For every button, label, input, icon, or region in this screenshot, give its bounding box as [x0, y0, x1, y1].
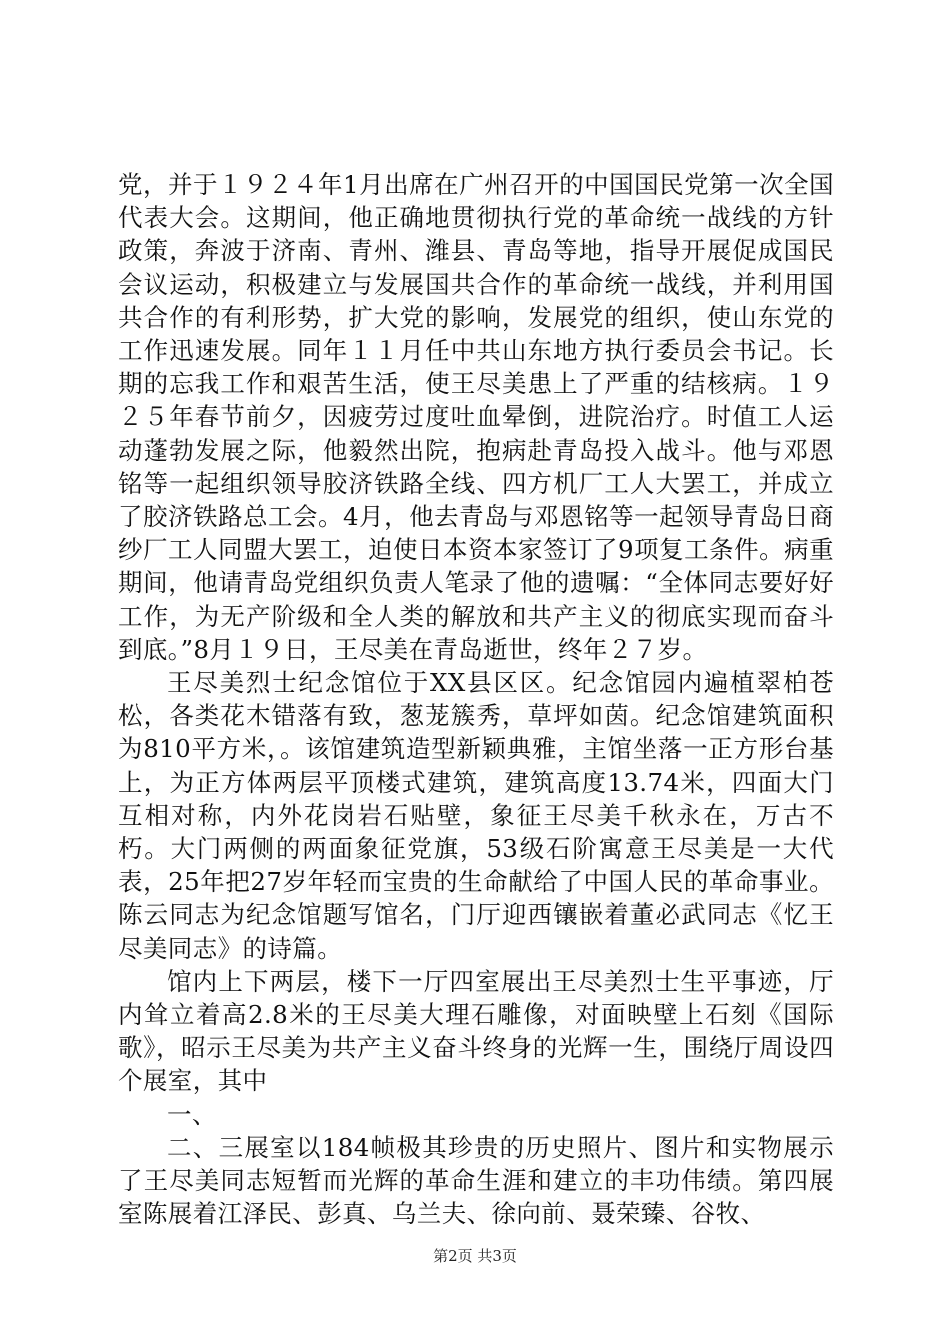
paragraph-5: 二、三展室以184帧极其珍贵的历史照片、图片和实物展示了王尽美同志短暂而光辉的革命生涯和建立的丰功伟绩。第四展室陈展着江泽民、彭真、乌兰夫、徐向前、聂荣臻、谷牧、 — [118, 1132, 834, 1229]
paragraph-1: 党，并于１９２４年1月出席在广州召开的中国国民党第一次全国代表大会。这期间，他正确地贯彻执行党的革命统一战线的方针政策，奔波于济南、青州、潍县、青岛等地，指导开展促成国民会议运动，积极建立与发展国共合作的革命统一战线，并利用国共合作的有利形势，扩大党的影响，发展党的组织，使山东党的工作迅速发展。同年１１月任中共山东地方执行委员会书记。长期的忘我工作和艰苦生活，使王尽美患上了严重的结核病。１９２５年春节前夕，因疲劳过度吐血晕倒，进院治疗。时值工人运动蓬勃发展之际，他毅然出院，抱病赴青岛投入战斗。他与邓恩铭等一起组织领导胶济铁路全线、四方机厂工人大罢工，并成立了胶济铁路总工会。4月，他去青岛与邓恩铭等一起领导青岛日商纱厂工人同盟大罢工，迫使日本资本家签订了9项复工条件。病重期间，他请青岛党组织负责人笔录了他的遗嘱：“全体同志要好好工作，为无产阶级和全人类的解放和共产主义的彻底实现而奋斗到底。”8月１９日，王尽美在青岛逝世，终年２７岁。 — [118, 170, 834, 664]
page-number-footer: 第2页 共3页 — [433, 1247, 517, 1265]
paragraph-3: 馆内上下两层，楼下一厅四室展出王尽美烈士生平事迹，厅内耸立着高2.8米的王尽美大理石雕像，对面映壁上石刻《国际歌》，昭示王尽美为共产主义奋斗终身的光辉一生，围绕厅周设四个展室，其中 — [118, 966, 834, 1096]
paragraph-2: 王尽美烈士纪念馆位于XX县区区。纪念馆园内遍植翠柏苍松，各类花木错落有致，葱茏簇秀，草坪如茵。纪念馆建筑面积为810平方米，。该馆建筑造型新颖典雅，主馆坐落一正方形台基上，为正方体两层平顶楼式建筑，建筑高度13.74米，四面大门互相对称，内外花岗岩石贴壁，象征王尽美千秋永在，万古不朽。大门两侧的两面象征党旗，53级石阶寓意王尽美是一大代表，25年把27岁年轻而宝贵的生命献给了中国人民的革命事业。陈云同志为纪念馆题写馆名，门厅迎西镶嵌着董必武同志《忆王尽美同志》的诗篇。 — [118, 668, 834, 963]
paragraph-4: 一、 — [167, 1099, 217, 1129]
document-body — [118, 168, 834, 1231]
